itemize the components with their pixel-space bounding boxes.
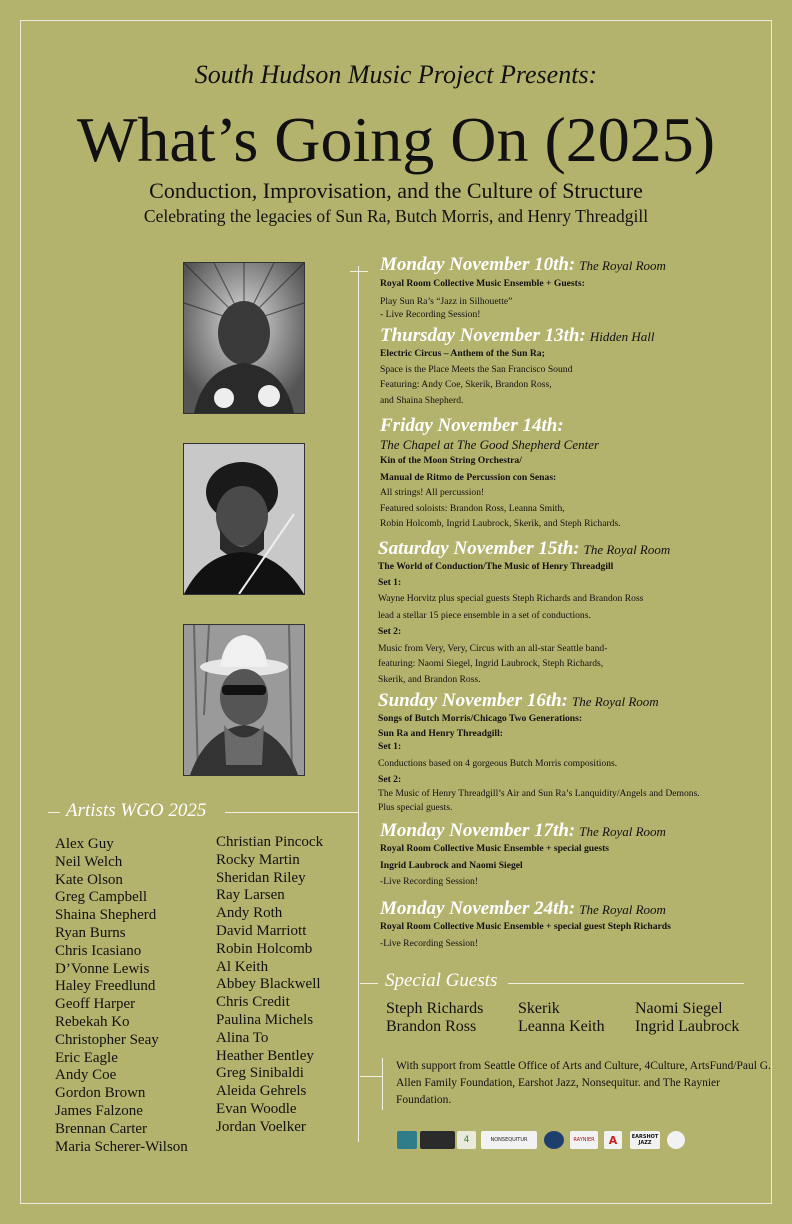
artist-name: Andy Roth: [216, 905, 283, 922]
event-line: and Shaina Shepherd.: [380, 394, 464, 406]
artist-name: Geoff Harper: [55, 996, 136, 1013]
artist-name: Eric Eagle: [55, 1049, 118, 1066]
support-divider-tick: [360, 1076, 382, 1077]
artists-column-2: [216, 834, 323, 1137]
event-date: Monday November 17th:: [380, 820, 576, 841]
artist-name: Sheridan Riley: [216, 869, 306, 886]
event-line: Royal Room Collective Music Ensemble + Guests:: [380, 278, 585, 289]
guests-divider-left: [360, 983, 378, 984]
guest-name: Steph Richards: [386, 1000, 484, 1017]
event-date: Thursday November 13th:: [380, 325, 586, 346]
artist-name: Maria Scherer-Wilson: [55, 1138, 188, 1155]
event-line: Songs of Butch Morris/Chicago Two Generations:: [378, 713, 583, 724]
artists-column-1: [55, 836, 188, 1156]
artist-name: Shaina Shepherd: [55, 907, 157, 924]
event-date: Monday November 24th:: [380, 898, 576, 919]
event-line: Wayne Horvitz plus special guests Steph Richards and Brandon Ross: [378, 593, 644, 604]
event-line: Featured soloists: Brandon Ross, Leanna Smith,: [380, 502, 565, 514]
event-line: Robin Holcomb, Ingrid Laubrock, Skerik, and Steph Richards.: [380, 518, 621, 529]
tagline: Celebrating the legacies of Sun Ra, Butch Morris, and Henry Threadgill: [143, 206, 649, 226]
presenter-line: South Hudson Music Project Presents:: [194, 60, 598, 89]
artists-divider-right: [225, 812, 359, 813]
event-venue: The Royal Room: [572, 694, 659, 709]
artist-name: Ryan Burns: [55, 924, 126, 941]
event-line: -Live Recording Session!: [380, 876, 479, 887]
artist-name: Al Keith: [216, 958, 269, 975]
event-line: Royal Room Collective Music Ensemble + special guest Steph Richards: [380, 921, 671, 932]
special-guests-heading: Special Guests: [385, 970, 498, 991]
event-date: Friday November 14th:: [380, 415, 564, 436]
seal-logo: [667, 1131, 685, 1149]
event-line: Play Sun Ra’s “Jazz in Silhouette”: [380, 295, 513, 307]
event-line: Sun Ra and Henry Threadgill:: [378, 727, 503, 739]
event-line: The World of Conduction/The Music of Henry Threadgill: [378, 561, 614, 572]
portrait-photo-henry-threadgill: [183, 624, 305, 776]
artist-name: Aleida Gehrels: [216, 1083, 307, 1100]
allen-foundation-logo: A: [604, 1131, 622, 1149]
event-line: Set 1:: [378, 741, 402, 752]
artist-name: James Falzone: [55, 1102, 143, 1119]
event-line: Ingrid Laubrock and Naomi Siegel: [380, 859, 523, 871]
artist-name: David Marriott: [216, 922, 307, 939]
event-venue: The Royal Room: [583, 542, 671, 557]
nonsequitur-logo: NONSEQUITUR: [481, 1131, 537, 1149]
event-line: Royal Room Collective Music Ensemble + special guests: [380, 843, 610, 854]
event-nov-13: [380, 325, 775, 407]
event-nov-15: [378, 538, 773, 686]
artist-name: Robin Holcomb: [216, 940, 313, 957]
event-line: The Music of Henry Threadgill’s Air and Sun Ra’s Lanquidity/Angels and Demons.: [378, 787, 700, 799]
event-venue: The Chapel at The Good Shepherd Center: [380, 437, 600, 452]
event-venue: The Royal Room: [579, 258, 666, 273]
artist-name: Neil Welch: [55, 853, 123, 870]
guest-name: Brandon Ross: [386, 1018, 477, 1035]
subtitle: Conduction, Improvisation, and the Culture of Structure: [149, 178, 643, 203]
event-divider-tick: [350, 271, 368, 272]
artist-name: Jordan Voelker: [216, 1118, 306, 1135]
south-hudson-music-project-logo: [420, 1131, 455, 1149]
artist-name: Alina To: [216, 1029, 269, 1046]
artist-name: Christian Pincock: [216, 834, 324, 850]
artist-name: Abbey Blackwell: [216, 976, 321, 993]
event-line: Featuring: Andy Coe, Skerik, Brandon Ross,: [380, 379, 552, 390]
guest-name: Ingrid Laubrock: [635, 1018, 740, 1035]
artist-name: Brennan Carter: [55, 1120, 148, 1137]
artist-name: Gordon Brown: [55, 1085, 146, 1102]
event-nov-16: [378, 690, 773, 815]
poster-title: What’s Going On (2025): [76, 104, 716, 175]
artist-name: Rocky Martin: [216, 851, 300, 868]
event-line: - Live Recording Session!: [380, 309, 481, 320]
artist-name: Heather Bentley: [216, 1047, 314, 1064]
support-vertical-line: [382, 1058, 383, 1110]
portrait-photo-sun-ra: [183, 262, 305, 414]
seattle-office-arts-logo: [397, 1131, 417, 1149]
event-line: Manual de Ritmo de Percussion con Senas:: [380, 471, 557, 483]
artist-name: Paulina Michels: [216, 1011, 314, 1028]
event-line: lead a stellar 15 piece ensemble in a set of conductions.: [378, 609, 591, 621]
event-nov-17: [380, 820, 775, 889]
event-line: Set 2:: [378, 774, 402, 785]
4culture-logo: 4: [457, 1131, 476, 1149]
event-line: -Live Recording Session!: [380, 937, 479, 949]
artist-name: Chris Credit: [216, 994, 290, 1011]
event-line: Space is the Place Meets the San Francisco Sound: [380, 363, 573, 375]
event-date: Saturday November 15th:: [378, 538, 580, 559]
event-venue: The Royal Room: [579, 902, 666, 917]
guests-divider-right: [508, 983, 744, 984]
artist-name: Evan Woodle: [216, 1100, 297, 1117]
event-venue: The Royal Room: [579, 824, 666, 839]
artist-name: Haley Freedlund: [55, 978, 156, 995]
portrait-photo-butch-morris: [183, 443, 305, 595]
event-line: featuring: Naomi Siegel, Ingrid Laubrock, Steph Richards,: [378, 658, 604, 669]
guest-name: Skerik: [518, 1000, 560, 1017]
artist-name: Greg Sinibaldi: [216, 1065, 304, 1082]
guest-name: Naomi Siegel: [635, 1000, 723, 1017]
artist-name: Alex Guy: [55, 836, 114, 852]
event-line: Music from Very, Very, Circus with an all-star Seattle band-: [378, 642, 608, 654]
artist-name: Christopher Seay: [55, 1031, 159, 1048]
vertical-divider: [358, 266, 359, 1142]
event-line: Electric Circus – Anthem of the Sun Ra;: [380, 348, 545, 359]
event-venue: Hidden Hall: [589, 329, 655, 344]
event-line: Skerik, and Brandon Ross.: [378, 673, 481, 685]
guest-name: Leanna Keith: [518, 1018, 605, 1035]
support-credits: With support from Seattle Office of Arts and Culture, 4Culture, ArtsFund/Paul G. Allen Family Foundation, Earshot Jazz, Nonsequitur. and The Raynier Foundation.: [396, 1060, 771, 1106]
event-date: Monday November 10th:: [380, 254, 576, 275]
event-line: Plus special guests.: [378, 802, 453, 813]
raynier-foundation-logo: RAYNIER: [570, 1131, 598, 1149]
artist-name: Greg Campbell: [55, 889, 148, 906]
guests-column-1: [386, 1000, 483, 1036]
artsfund-logo: [544, 1131, 564, 1149]
event-line: Kin of the Moon String Orchestra/: [380, 455, 522, 466]
event-date: Sunday November 16th:: [378, 690, 568, 711]
event-line: Set 2:: [378, 626, 402, 637]
event-nov-14: [380, 415, 775, 531]
artist-name: Ray Larsen: [216, 887, 285, 904]
artist-name: Andy Coe: [55, 1067, 117, 1084]
event-line: Set 1:: [378, 576, 402, 588]
artist-name: D’Vonne Lewis: [55, 960, 150, 977]
artists-heading: Artists WGO 2025: [66, 800, 207, 821]
artist-name: Rebekah Ko: [55, 1013, 130, 1030]
guests-column-2: [518, 1000, 605, 1036]
event-line: All strings! All percussion!: [380, 487, 485, 498]
event-nov-24: [380, 898, 775, 950]
artist-name: Kate Olson: [55, 871, 123, 888]
event-line: Conductions based on 4 gorgeous Butch Morris compositions.: [378, 757, 618, 769]
artists-divider-left: [48, 812, 60, 813]
guests-column-3: [635, 1000, 739, 1036]
event-nov-10: [380, 254, 775, 322]
artist-name: Chris Icasiano: [55, 942, 142, 959]
earshot-jazz-logo: EARSHOT JAZZ: [630, 1131, 660, 1149]
